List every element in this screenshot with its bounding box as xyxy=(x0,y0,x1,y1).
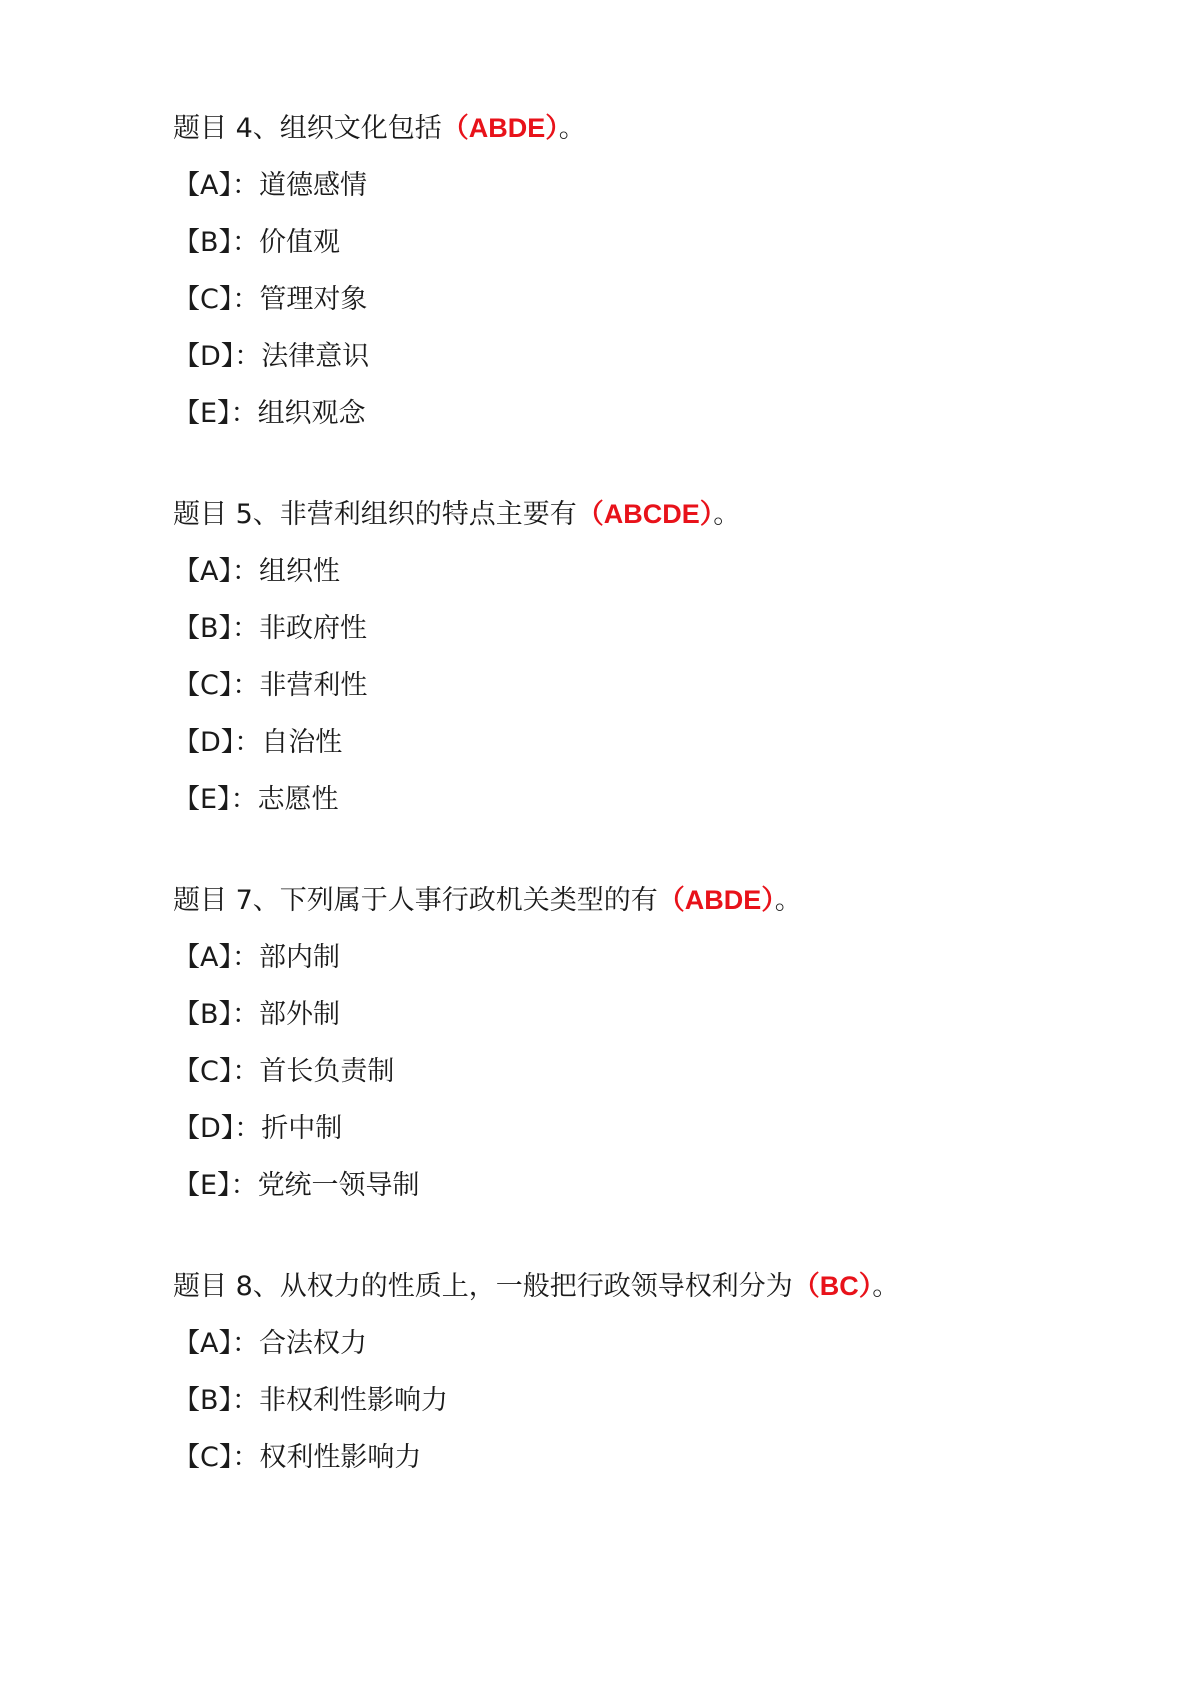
option-text: 自治性 xyxy=(261,727,343,758)
option-b xyxy=(173,600,1133,657)
option-text: 法律意识 xyxy=(261,341,370,372)
option-label: 【D】 xyxy=(173,727,235,758)
option-label: 【A】 xyxy=(173,1328,232,1359)
question-stem xyxy=(173,1258,1133,1315)
option-separator: ： xyxy=(232,1056,260,1087)
option-separator: ： xyxy=(232,227,260,258)
option-label: 【D】 xyxy=(173,1113,235,1144)
option-text: 权利性影响力 xyxy=(259,1442,422,1473)
option-a xyxy=(173,157,1133,214)
option-b xyxy=(173,1372,1133,1429)
document-page xyxy=(173,100,1133,1530)
option-label: 【E】 xyxy=(173,784,231,815)
option-e xyxy=(173,1157,1133,1214)
option-separator: ： xyxy=(232,670,260,701)
option-separator: ： xyxy=(232,1385,260,1416)
option-label: 【B】 xyxy=(173,1385,233,1416)
option-c xyxy=(173,1429,1133,1486)
option-c xyxy=(173,657,1133,714)
option-text: 首长负责制 xyxy=(259,1056,395,1087)
option-label: 【C】 xyxy=(173,1442,233,1473)
option-separator: ： xyxy=(232,284,260,315)
option-text: 部内制 xyxy=(258,942,340,973)
option-label: 【C】 xyxy=(173,284,233,315)
option-label: 【A】 xyxy=(173,556,232,587)
answer-key: （ABDE） xyxy=(657,885,775,915)
option-b xyxy=(173,214,1133,271)
question-4 xyxy=(173,100,1133,442)
option-label: 【C】 xyxy=(173,1056,233,1087)
option-label: 【E】 xyxy=(173,398,231,429)
option-text: 道德感情 xyxy=(258,170,367,201)
option-separator: ： xyxy=(232,999,260,1030)
option-separator: ： xyxy=(230,784,258,815)
option-e xyxy=(173,771,1133,828)
option-label: 【B】 xyxy=(173,613,233,644)
option-separator: ： xyxy=(234,1113,262,1144)
option-separator: ： xyxy=(230,398,258,429)
answer-key: （ABCDE） xyxy=(576,499,714,529)
question-end-mark: 。 xyxy=(872,1271,900,1302)
question-end-mark: 。 xyxy=(558,113,586,144)
option-d xyxy=(173,714,1133,771)
option-c xyxy=(173,1043,1133,1100)
option-text: 折中制 xyxy=(261,1113,343,1144)
option-text: 组织观念 xyxy=(257,398,366,429)
option-text: 价值观 xyxy=(259,227,341,258)
question-stem xyxy=(173,486,1133,543)
question-stem xyxy=(173,872,1133,929)
option-d xyxy=(173,328,1133,385)
question-end-mark: 。 xyxy=(713,499,741,530)
option-a xyxy=(173,1315,1133,1372)
option-label: 【A】 xyxy=(173,170,232,201)
option-separator: ： xyxy=(232,1442,260,1473)
option-separator: ： xyxy=(231,942,259,973)
option-separator: ： xyxy=(234,341,262,372)
option-c xyxy=(173,271,1133,328)
question-text: 题目 8、从权力的性质上，一般把行政领导权利分为 xyxy=(173,1271,793,1302)
option-label: 【A】 xyxy=(173,942,232,973)
option-text: 党统一领导制 xyxy=(257,1170,420,1201)
question-end-mark: 。 xyxy=(774,885,802,916)
answer-key: （BC） xyxy=(792,1271,873,1301)
option-text: 非权利性影响力 xyxy=(259,1385,449,1416)
option-text: 非营利性 xyxy=(259,670,368,701)
option-label: 【B】 xyxy=(173,227,233,258)
option-label: 【D】 xyxy=(173,341,235,372)
question-5 xyxy=(173,486,1133,828)
option-label: 【E】 xyxy=(173,1170,231,1201)
option-a xyxy=(173,543,1133,600)
option-separator: ： xyxy=(234,727,262,758)
option-label: 【C】 xyxy=(173,670,233,701)
option-b xyxy=(173,986,1133,1043)
option-a xyxy=(173,929,1133,986)
option-separator: ： xyxy=(231,1328,259,1359)
question-8 xyxy=(173,1258,1133,1486)
question-7 xyxy=(173,872,1133,1214)
question-stem xyxy=(173,100,1133,157)
option-separator: ： xyxy=(230,1170,258,1201)
option-text: 非政府性 xyxy=(259,613,368,644)
option-separator: ： xyxy=(231,170,259,201)
option-e xyxy=(173,385,1133,442)
option-separator: ： xyxy=(231,556,259,587)
option-text: 志愿性 xyxy=(257,784,339,815)
option-label: 【B】 xyxy=(173,999,233,1030)
question-text: 题目 5、非营利组织的特点主要有 xyxy=(173,499,577,530)
question-text: 题目 7、下列属于人事行政机关类型的有 xyxy=(173,885,658,916)
option-text: 合法权力 xyxy=(258,1328,367,1359)
option-d xyxy=(173,1100,1133,1157)
question-text: 题目 4、组织文化包括 xyxy=(173,113,442,144)
answer-key: （ABDE） xyxy=(441,113,559,143)
option-text: 管理对象 xyxy=(259,284,368,315)
option-separator: ： xyxy=(232,613,260,644)
option-text: 部外制 xyxy=(259,999,341,1030)
option-text: 组织性 xyxy=(258,556,340,587)
